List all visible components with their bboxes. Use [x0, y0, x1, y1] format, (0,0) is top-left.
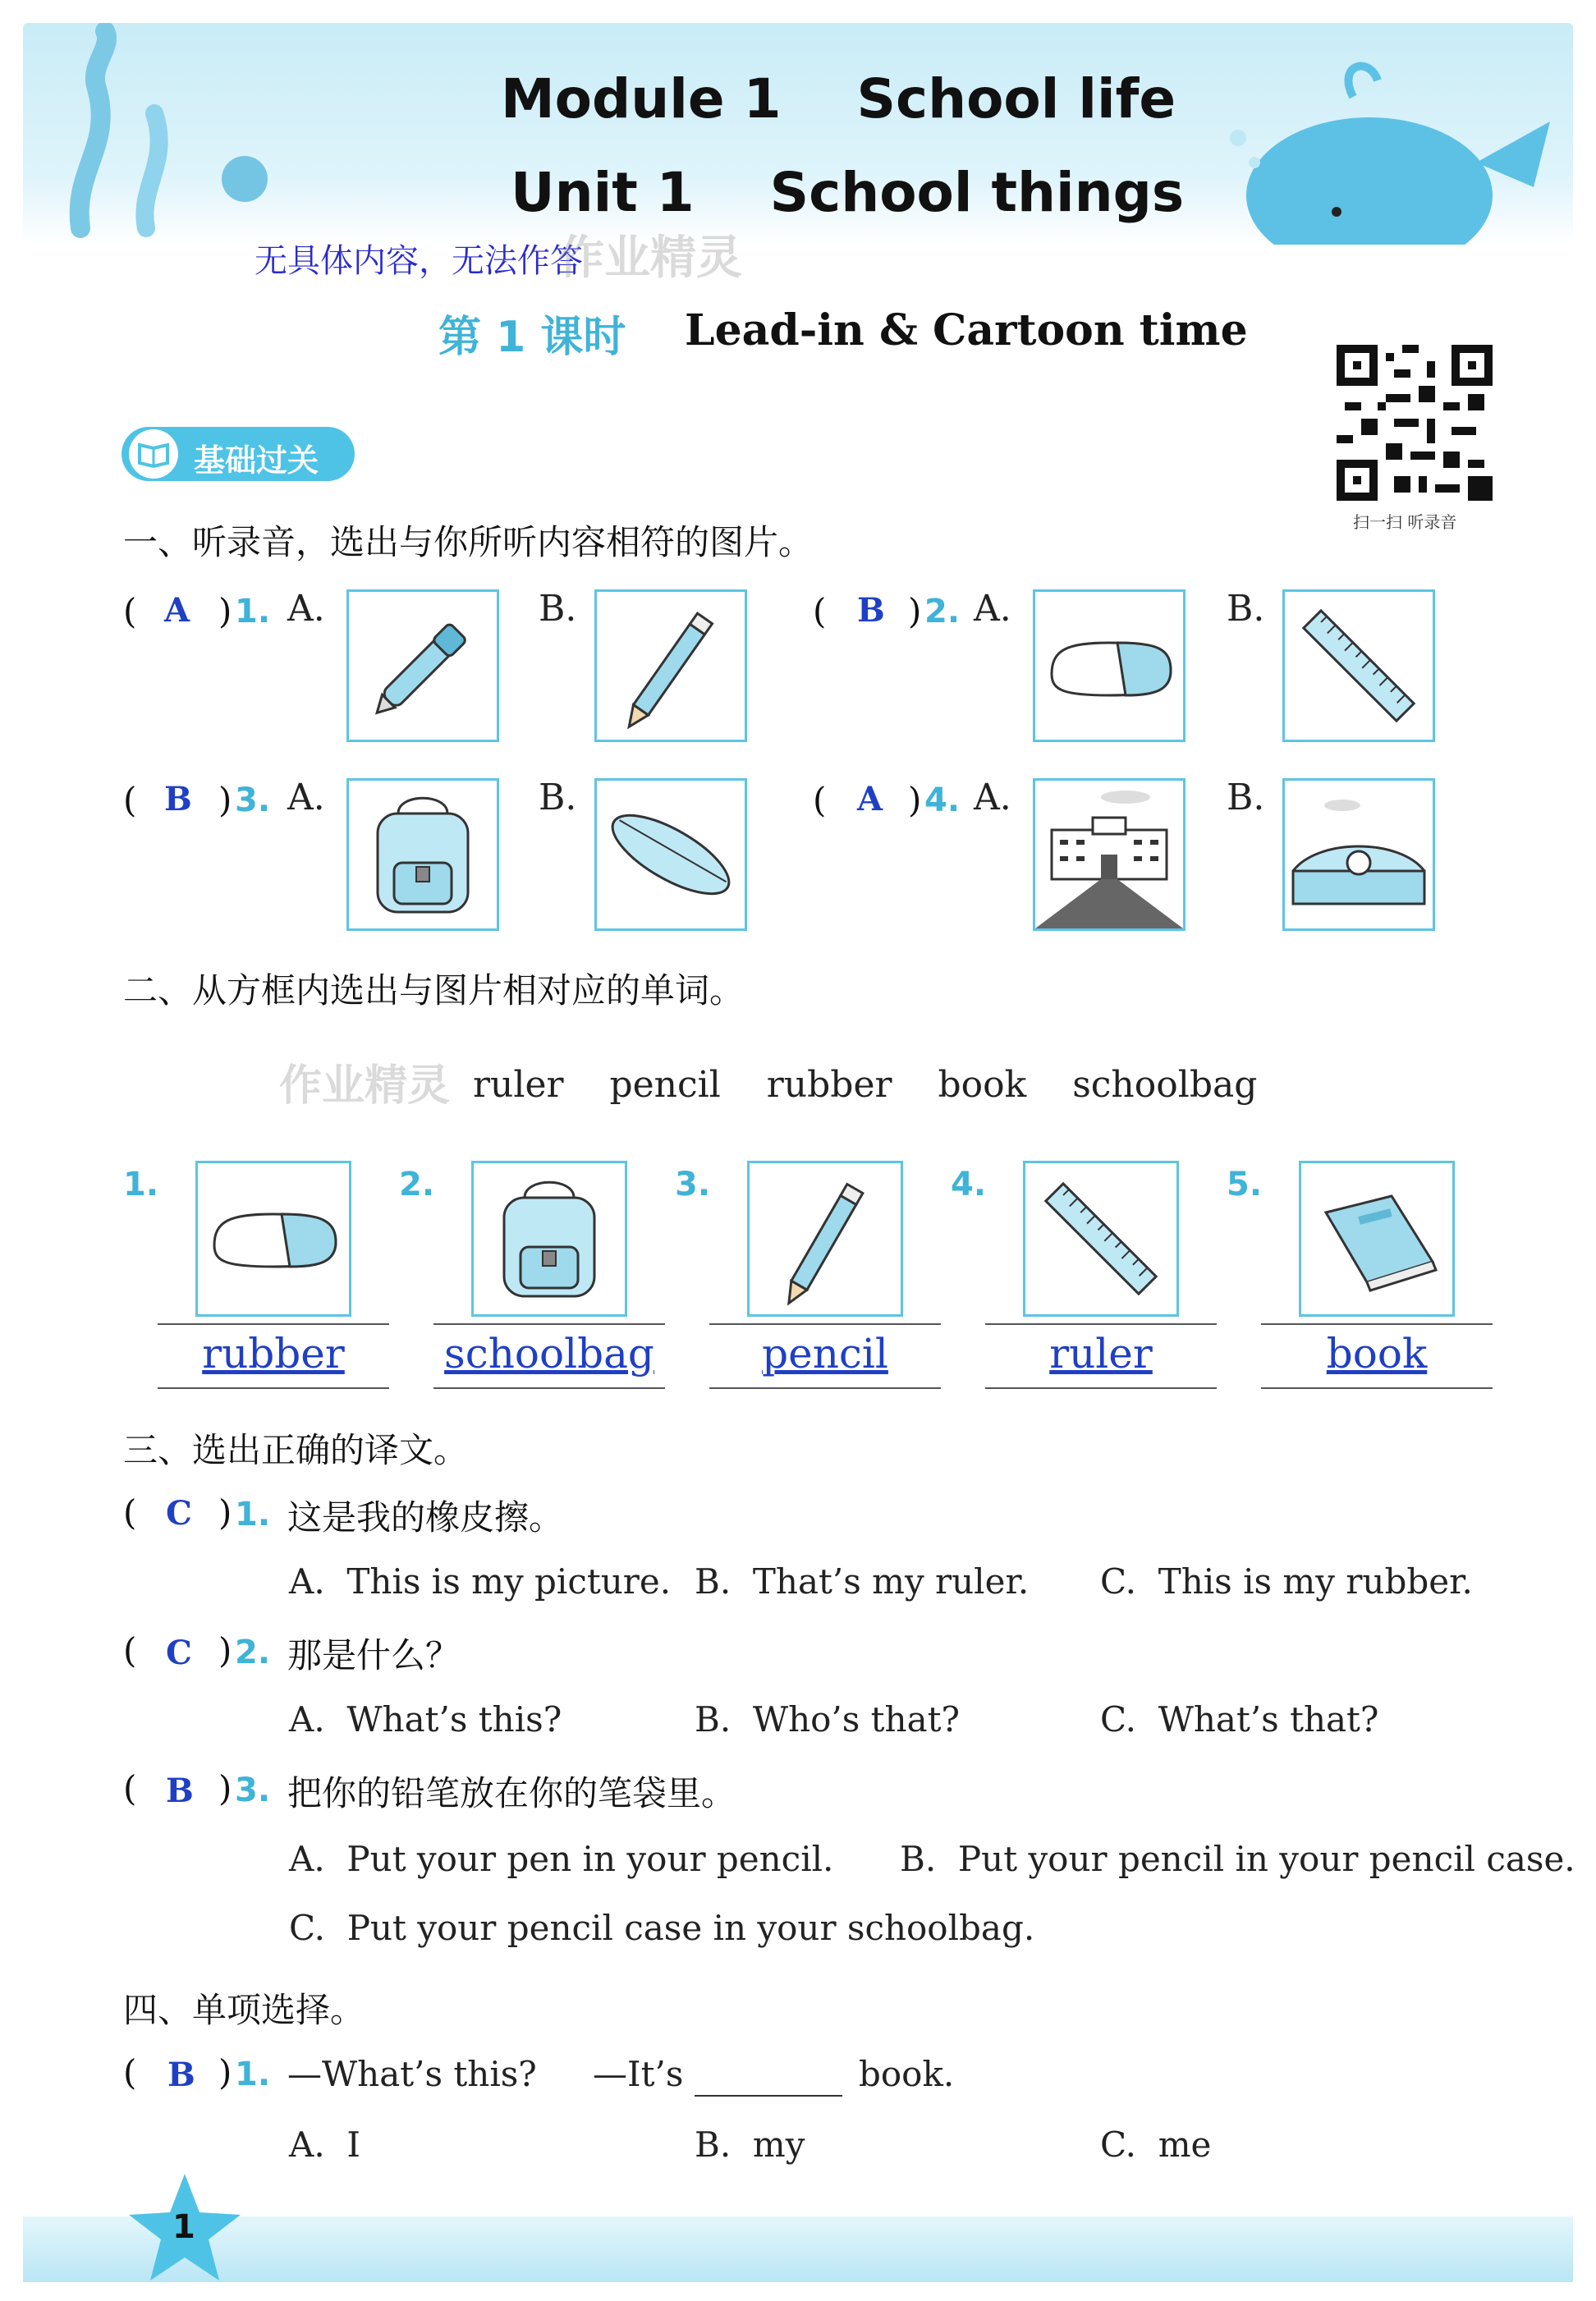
answer-word: book [1326, 1330, 1428, 1377]
answer-paren-close: ) [218, 1768, 232, 1808]
item-number: 3. [675, 1166, 711, 1203]
pencil-icon [750, 1163, 901, 1314]
item-image [1299, 1161, 1455, 1317]
answer-line [709, 1387, 941, 1389]
option-b-image[interactable] [1282, 778, 1435, 931]
question-number: 1. [235, 593, 271, 630]
option-a-image[interactable] [346, 589, 499, 742]
answer-line [158, 1323, 389, 1325]
question-number: 2. [235, 1634, 271, 1671]
answer-paren-close: ) [218, 591, 232, 631]
pencil-case-icon [597, 781, 745, 928]
school-building-icon [1035, 781, 1183, 928]
option-a: A. Put your pen in your pencil. [289, 1839, 834, 1879]
answer-line [709, 1323, 941, 1325]
answer-paren-open: ( [123, 780, 137, 820]
item-number: 5. [1227, 1166, 1263, 1203]
dialogue-answer: —It’s [593, 2054, 684, 2094]
answer: B [167, 2056, 195, 2094]
item-image [195, 1161, 351, 1317]
blank-line[interactable] [695, 2095, 842, 2097]
answer-paren-open: ( [813, 591, 827, 631]
section2-heading: 二、从方框内选出与图片相对应的单词。 [123, 970, 745, 1011]
no-content-note: 无具体内容，无法作答 [255, 242, 583, 280]
option-b: B. That’s my ruler. [695, 1561, 1030, 1602]
answer-word: rubber [202, 1330, 345, 1377]
item-image [471, 1161, 627, 1317]
answer: C [166, 1634, 192, 1672]
option-a-label: A. [974, 777, 1011, 818]
answer: A [857, 780, 883, 818]
page-number: 1 [172, 2208, 195, 2246]
answer-line [433, 1387, 665, 1389]
lesson-number: 第 1 课时 [438, 313, 626, 362]
answer-word: ruler [1049, 1330, 1153, 1377]
option-b-label: B. [539, 777, 577, 818]
watermark: 作业精灵 [558, 231, 742, 285]
option-b-label: B. [1227, 777, 1265, 818]
pencil-icon [597, 592, 745, 740]
answer-line [433, 1323, 665, 1325]
answer-line [985, 1323, 1217, 1325]
answer: C [166, 1494, 192, 1533]
question-number: 3. [235, 1772, 271, 1809]
option-a-image[interactable] [1033, 778, 1186, 931]
watermark: 作业精灵 [279, 1061, 451, 1111]
answer: B [166, 1772, 194, 1810]
question-prompt: 这是我的橡皮擦。 [287, 1497, 564, 1538]
answer: B [857, 591, 885, 630]
option-a-image[interactable] [1033, 589, 1186, 742]
qr-code-icon[interactable] [1337, 345, 1493, 501]
dialogue-answer-end: book. [859, 2054, 955, 2094]
option-b-label: B. [539, 588, 577, 630]
answer: B [164, 780, 192, 818]
answer-word: schoolbag [444, 1330, 654, 1377]
answer-paren-close: ) [908, 591, 922, 631]
module-title: Module 1 School life [501, 67, 1176, 131]
option-a-label: A. [974, 588, 1011, 630]
answer-paren-close: ) [218, 2052, 232, 2092]
option-b-image[interactable] [594, 778, 747, 931]
question-prompt: 把你的铅笔放在你的笔袋里。 [287, 1773, 736, 1813]
option-b-image[interactable] [1282, 589, 1435, 742]
schoolbag-icon [474, 1163, 625, 1314]
item-number: 2. [399, 1166, 435, 1203]
question-number: 2. [924, 593, 961, 630]
answer-paren-close: ) [218, 1630, 232, 1671]
option-b: B. my [695, 2125, 805, 2165]
badge-label: 基础过关 [194, 442, 319, 479]
qr-caption: 扫一扫 听录音 [1353, 512, 1457, 532]
item-number: 1. [123, 1166, 159, 1203]
schoolbag-icon [349, 781, 497, 928]
item-image [1023, 1161, 1179, 1317]
answer-line [158, 1387, 389, 1389]
park-icon [1285, 781, 1433, 928]
answer-paren-open: ( [123, 1492, 137, 1533]
answer-paren-open: ( [123, 1768, 137, 1808]
option-c: C. Put your pencil case in your schoolbag. [289, 1908, 1035, 1948]
answer-paren-open: ( [123, 2052, 137, 2092]
answer-line [985, 1387, 1217, 1389]
option-c: C. me [1100, 2125, 1212, 2165]
answer-paren-open: ( [813, 780, 827, 820]
section3-heading: 三、选出正确的译文。 [123, 1430, 469, 1470]
option-a-label: A. [287, 588, 325, 630]
question-number: 4. [924, 782, 961, 819]
option-a: A. I [289, 2125, 360, 2165]
option-c: C. What’s that? [1100, 1699, 1379, 1740]
option-c: C. This is my rubber. [1100, 1561, 1473, 1602]
dialogue-question: —What’s this? [287, 2054, 537, 2094]
section4-heading: 四、单项选择。 [123, 1990, 365, 2030]
ruler-icon [1025, 1163, 1176, 1314]
answer-line [1261, 1323, 1493, 1325]
rubber-icon [198, 1163, 349, 1314]
option-b: B. Put your pencil in your pencil case. [900, 1839, 1575, 1879]
option-b: B. Who’s that? [695, 1699, 961, 1740]
option-a: A. What’s this? [289, 1699, 562, 1740]
answer-paren-close: ) [218, 780, 232, 820]
question-number: 1. [235, 1496, 271, 1533]
item-number: 4. [951, 1166, 987, 1203]
section1-heading: 一、听录音，选出与你所听内容相符的图片。 [123, 522, 814, 562]
answer-paren-open: ( [123, 1630, 137, 1671]
footer-banner [23, 2216, 1573, 2282]
item-image [747, 1161, 903, 1317]
lesson-name: Lead-in & Cartoon time [685, 305, 1248, 355]
answer-paren-open: ( [123, 591, 137, 631]
answer: A [164, 591, 190, 630]
ruler-icon [1285, 592, 1433, 740]
answer-paren-close: ) [218, 1492, 232, 1533]
question-prompt: 那是什么？ [287, 1635, 461, 1675]
option-b-image[interactable] [594, 589, 747, 742]
answer-word: pencil [762, 1330, 888, 1377]
option-a: A. This is my picture. [289, 1561, 672, 1602]
word-bank: ruler pencil rubber book schoolbag [473, 1064, 1258, 1106]
rubber-icon [1035, 592, 1183, 740]
option-b-label: B. [1227, 588, 1265, 630]
answer-paren-close: ) [908, 780, 922, 820]
question-number: 3. [235, 782, 271, 819]
answer-line [1261, 1387, 1493, 1389]
option-a-image[interactable] [346, 778, 499, 931]
book-icon [1301, 1163, 1452, 1314]
question-number: 1. [235, 2056, 271, 2093]
option-a-label: A. [287, 777, 325, 818]
pen-icon [349, 592, 497, 740]
unit-title: Unit 1 School things [511, 161, 1185, 224]
